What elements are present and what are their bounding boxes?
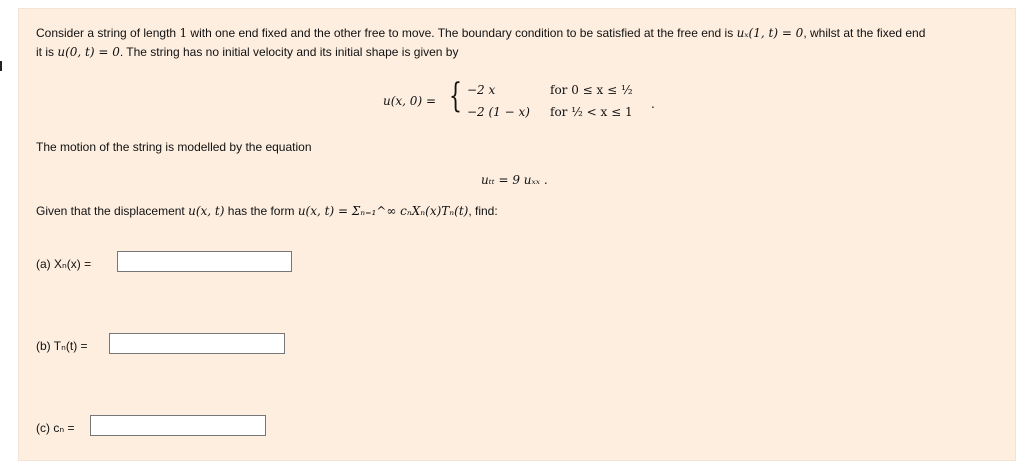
fixed-end-condition: u(0, t) = 0 <box>57 45 120 59</box>
answer-b-input[interactable] <box>109 333 285 354</box>
window-edge-marker <box>0 61 2 71</box>
case2-expression: −2 (1 − x) <box>467 105 530 119</box>
piecewise-terminator: . <box>651 97 655 111</box>
intro-line-2: it is u(0, t) = 0. The string has no initial velocity and its initial shape is given by <box>36 45 459 59</box>
length-value: 1 <box>179 26 188 40</box>
initial-shape-lhs: u(x, 0) = <box>383 94 436 108</box>
wave-equation: uₜₜ = 9 uₓₓ . <box>481 173 548 187</box>
free-end-condition: uₓ(1, t) = 0 <box>736 26 804 40</box>
case2-condition: for ½ < x ≤ 1 <box>550 105 633 119</box>
question-c-label: (c) cₙ = <box>36 421 75 435</box>
answer-a-input[interactable] <box>117 251 292 272</box>
answer-c-input[interactable] <box>90 415 266 436</box>
given-u: u(x, t) <box>188 204 225 218</box>
series-form: u(x, t) = Σₙ₌₁^∞ cₙXₙ(x)Tₙ(t) <box>297 204 469 218</box>
given-line: Given that the displacement u(x, t) has the form u(x, t) = Σₙ₌₁^∞ cₙXₙ(x)Tₙ(t), find: <box>36 204 498 218</box>
case1-expression: −2 x <box>467 83 496 97</box>
question-a-label: (a) Xₙ(x) = <box>36 257 92 271</box>
question-panel <box>18 8 1016 461</box>
question-b-label: (b) Tₙ(t) = <box>36 339 88 353</box>
intro-line-1: Consider a string of length 1 with one end fixed and the other free to move. The boundary condition to be satisfied at the free end is uₓ(1, t) = 0, whilst at the fixed end <box>36 26 926 40</box>
piecewise-brace: { <box>449 76 462 116</box>
motion-text: The motion of the string is modelled by the equation <box>36 140 312 154</box>
case1-condition: for 0 ≤ x ≤ ½ <box>550 83 633 97</box>
